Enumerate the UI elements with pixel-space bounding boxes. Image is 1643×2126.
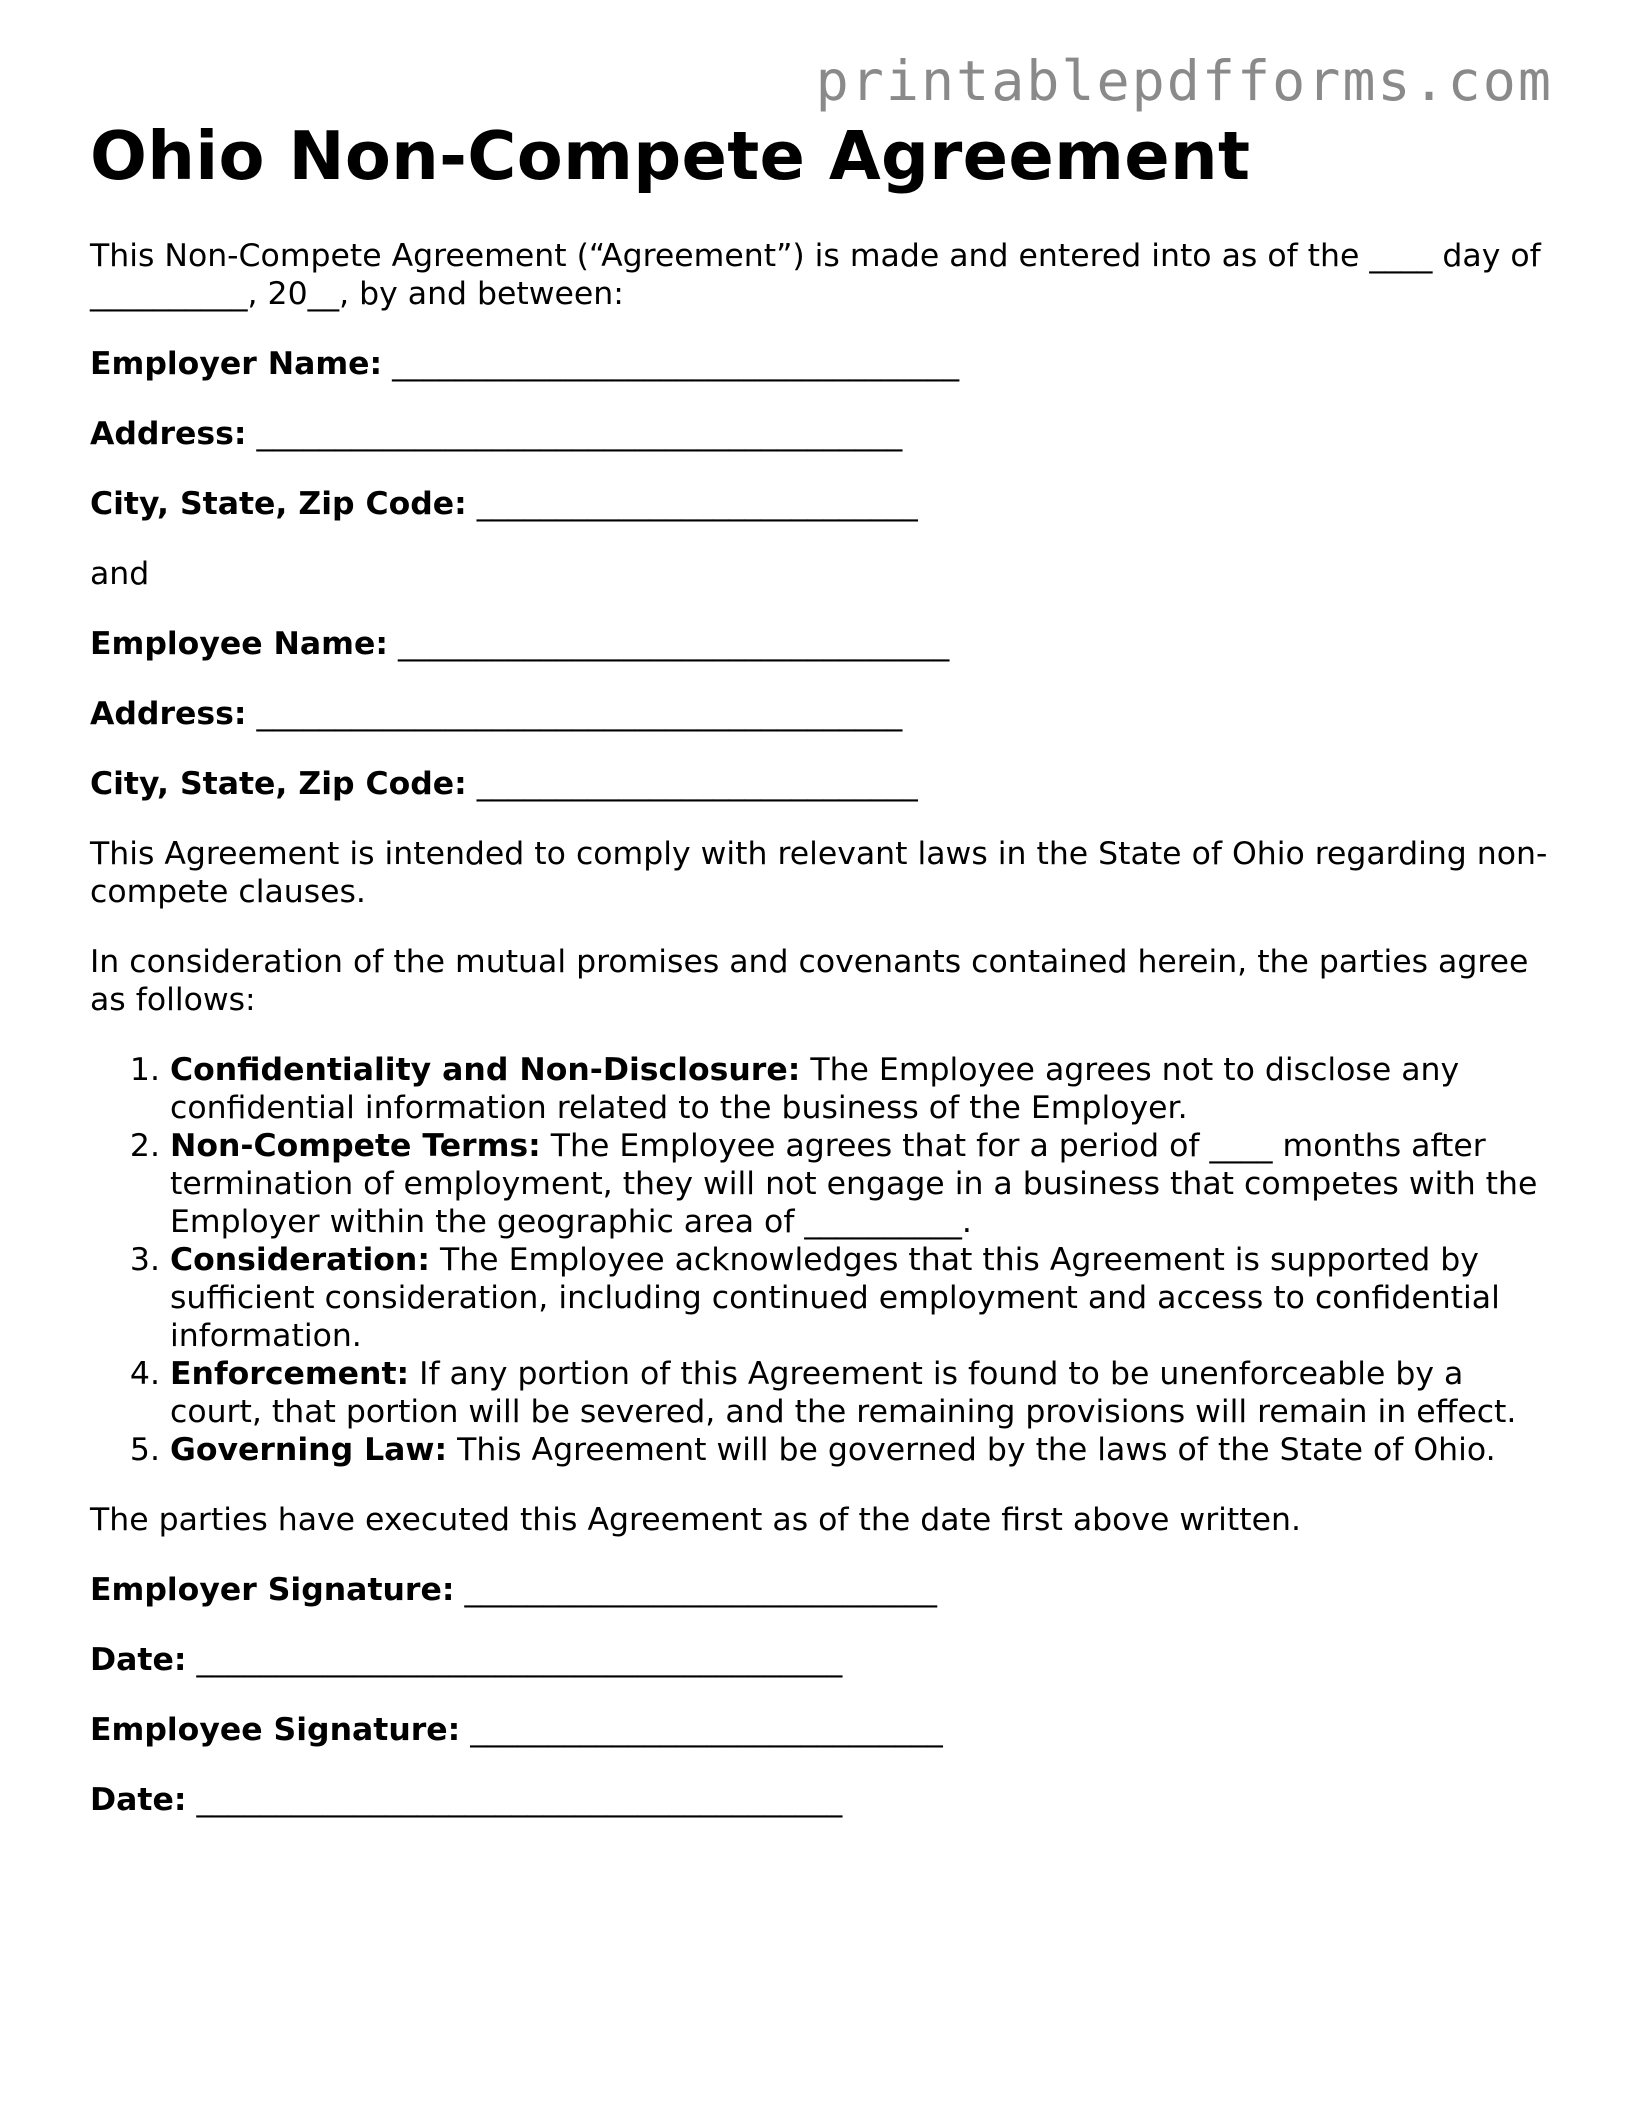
employer-city-blank[interactable]: ____________________________ xyxy=(476,486,918,523)
employee-name-label: Employee Name: xyxy=(90,626,388,663)
employer-city-field xyxy=(90,485,1550,523)
clause-item xyxy=(170,1241,1550,1355)
employee-address-blank[interactable]: _________________________________________ xyxy=(256,696,903,733)
employer-date-blank[interactable]: _________________________________________ xyxy=(196,1642,843,1679)
employer-address-field xyxy=(90,415,1550,453)
employee-date-blank[interactable]: _________________________________________ xyxy=(196,1782,843,1819)
intro-paragraph: This Non-Compete Agreement (“Agreement”) is made and entered into as of the ____ day of __________, 20__, by and between: xyxy=(90,238,1541,313)
document-title: Ohio Non-Compete Agreement xyxy=(90,117,1251,195)
execution-paragraph: The parties have executed this Agreement as of the date first above written. xyxy=(90,1502,1301,1539)
clause-title: Governing Law: xyxy=(170,1432,448,1469)
clause-title: Consideration: xyxy=(170,1242,430,1279)
employer-address-label: Address: xyxy=(90,416,247,453)
employer-name-label: Employer Name: xyxy=(90,346,383,383)
employee-name-field xyxy=(90,625,1550,663)
clause-text: This Agreement will be governed by the laws of the State of Ohio. xyxy=(447,1432,1496,1469)
employee-address-field xyxy=(90,695,1550,733)
employee-signature-blank[interactable]: ______________________________ xyxy=(470,1712,943,1749)
employee-address-label: Address: xyxy=(90,696,247,733)
clause-item xyxy=(170,1431,1550,1469)
clause-item xyxy=(170,1051,1550,1127)
and-separator: and xyxy=(90,556,150,593)
employer-date-field xyxy=(90,1641,1550,1679)
consideration-paragraph: In consideration of the mutual promises and covenants contained herein, the parties agree as follows: xyxy=(90,944,1529,1019)
clause-title: Non-Compete Terms: xyxy=(170,1128,541,1165)
employer-name-blank[interactable]: ____________________________________ xyxy=(392,346,960,383)
clause-text: The Employee acknowledges that this Agreement is supported by sufficient consideration, including continued employment and access to confidential information. xyxy=(170,1242,1500,1355)
clause-text: If any portion of this Agreement is found to be unenforceable by a court, that portion will be severed, and the remaining provisions will remain in effect. xyxy=(170,1356,1517,1431)
employer-date-label: Date: xyxy=(90,1642,187,1679)
watermark: printablepdfforms.com xyxy=(815,49,1553,113)
employer-signature-field xyxy=(90,1571,1550,1609)
clause-item xyxy=(170,1127,1550,1241)
employer-signature-label: Employer Signature: xyxy=(90,1572,455,1609)
employee-city-field xyxy=(90,765,1550,803)
employer-signature-blank[interactable]: ______________________________ xyxy=(464,1572,937,1609)
compliance-paragraph: This Agreement is intended to comply with relevant laws in the State of Ohio regarding non-compete clauses. xyxy=(90,836,1548,911)
employer-address-blank[interactable]: _________________________________________ xyxy=(256,416,903,453)
clause-item xyxy=(170,1355,1550,1431)
employee-city-label: City, State, Zip Code: xyxy=(90,766,467,803)
clause-list xyxy=(90,1051,1550,1469)
employee-date-field xyxy=(90,1781,1550,1819)
clause-title: Enforcement: xyxy=(170,1356,410,1393)
clause-title: Confidentiality and Non-Disclosure: xyxy=(170,1052,801,1089)
employer-name-field xyxy=(90,345,1550,383)
employee-city-blank[interactable]: ____________________________ xyxy=(476,766,918,803)
employee-signature-field xyxy=(90,1711,1550,1749)
employer-city-label: City, State, Zip Code: xyxy=(90,486,467,523)
employee-signature-label: Employee Signature: xyxy=(90,1712,461,1749)
employee-name-blank[interactable]: ___________________________________ xyxy=(397,626,950,663)
clause-text: The Employee agrees that for a period of ____ months after termination of employment, they will not engage in a business that competes with the Employer within the geographic area of __________. xyxy=(170,1128,1538,1241)
document-body xyxy=(90,118,1550,1819)
clause-text: The Employee agrees not to disclose any confidential information related to the business of the Employer. xyxy=(170,1052,1460,1127)
employee-date-label: Date: xyxy=(90,1782,187,1819)
